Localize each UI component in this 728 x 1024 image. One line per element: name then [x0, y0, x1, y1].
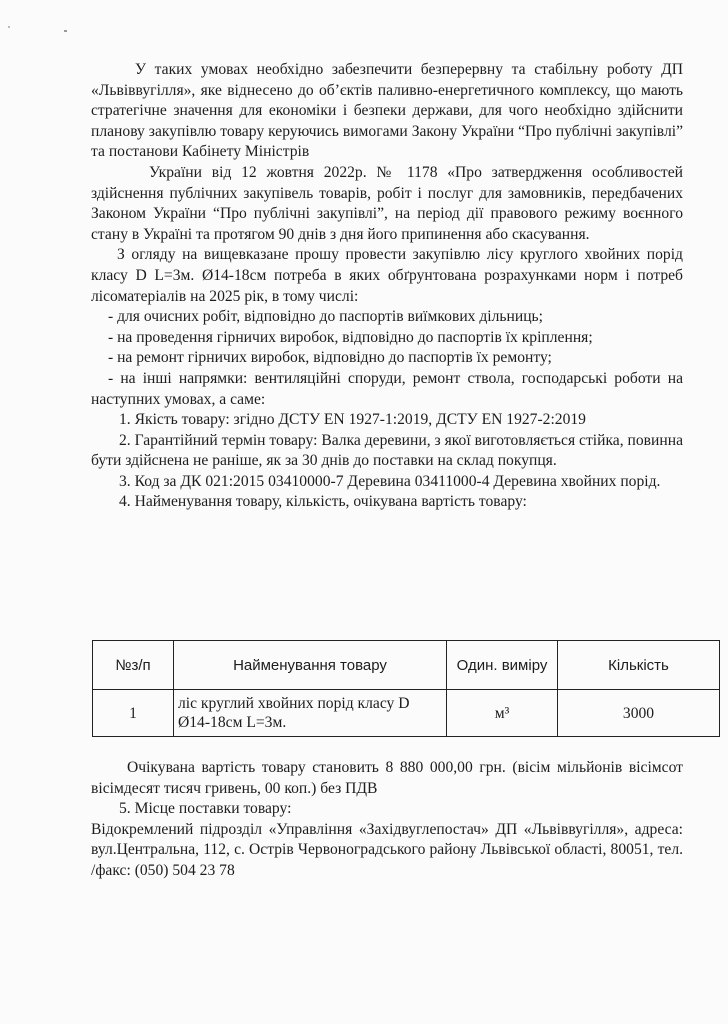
list-item: - для очисних робіт, відповідно до паспортів виїмкових дільниць; [108, 308, 543, 326]
paragraph-conditions: У таких умовах необхідно забезпечити безперервну та стабільну роботу ДП «Львіввугілля», яке віднесено до об’єктів паливно-енергетичного комплексу, що мають стратегічне значення для економіки і безпеки держави, для чого необхідно здійснити планову закупівлю товару керуючись вимогами Закону України “Про публічні закупівлі” та постанови Кабінету Міністрів [91, 61, 683, 161]
paragraph-place: Відокремлений підрозділ «Управління «Західвуглепостач» ДП «Львіввугілля», адреса: вул.Центральна, 112, с. Острів Червоноградського району Львівської області, 80051, тел. /факс: (050) 504 23 78 [91, 820, 683, 879]
condition-warranty: 2. Гарантійний термін товару: Валка деревини, з якої виготовляється стійка, повинна бути здійснена не раніше, як за 30 днів до поставки на склад покупця. [91, 431, 683, 470]
cell-name: ліс круглий хвойних порід класу D Ø14-18см L=3м. [174, 690, 447, 737]
body-text [91, 60, 683, 513]
cell-unit: м³ [447, 690, 558, 737]
list-item: - на проведення гірничих виробок, відповідно до паспортів їх кріплення; [108, 328, 593, 346]
purpose-list [91, 307, 683, 410]
goods-table [92, 640, 720, 737]
scan-speck [64, 30, 67, 32]
header-quantity: Кількість [558, 641, 720, 690]
header-number: №з/п [93, 641, 174, 690]
header-name: Найменування товару [174, 641, 447, 690]
paragraph-cost: Очікувана вартість товару становить 8 880 000,00 грн. (вісім мільйонів вісімсот вісімдесят тисяч гривень, 00 коп.) без ПДВ [91, 759, 683, 797]
cell-number: 1 [93, 690, 174, 737]
scan-speck [8, 26, 10, 28]
table-row [93, 690, 720, 737]
closing-text [91, 758, 683, 882]
cell-quantity: 3000 [558, 690, 720, 737]
condition-code: 3. Код за ДК 021:2015 03410000-7 Деревина 03411000-4 Деревина хвойних порід. [119, 472, 661, 490]
place-heading: 5. Місце поставки товару: [119, 800, 292, 818]
list-item: - на ремонт гірничих виробок, відповідно до паспортів їх ремонту; [108, 349, 552, 367]
condition-goods-heading: 4. Найменування товару, кількість, очікувана вартість товару: [119, 493, 527, 511]
condition-quality: 1. Якість товару: згідно ДСТУ EN 1927-1:2019, ДСТУ EN 1927-2:2019 [119, 411, 586, 429]
paragraph-request: З огляду на вищевказане прошу провести закупівлю лісу круглого хвойних порід класу D L=3м. Ø14-18см потреба в яких обґрунтована розрахунками норм і потреб лісоматеріалів на 2025 рік, в тому числі: [91, 246, 683, 305]
paragraph-resolution: України від 12 жовтня 2022р. № 1178 «Про затвердження особливостей здійснення публічних закупівель товарів, робіт і послуг для замовників, передбачених Законом України “Про публічні закупівлі”, на період дії правового режиму воєнного стану в Україні та протягом 90 днів з дня його припинення або скасування. [91, 163, 683, 243]
header-unit: Один. виміру [447, 641, 558, 690]
list-item: - на інші напрямки: вентиляційні споруди, ремонт ствола, господарські роботи на наступних умовах, а саме: [91, 369, 683, 408]
table-header-row [93, 641, 720, 690]
